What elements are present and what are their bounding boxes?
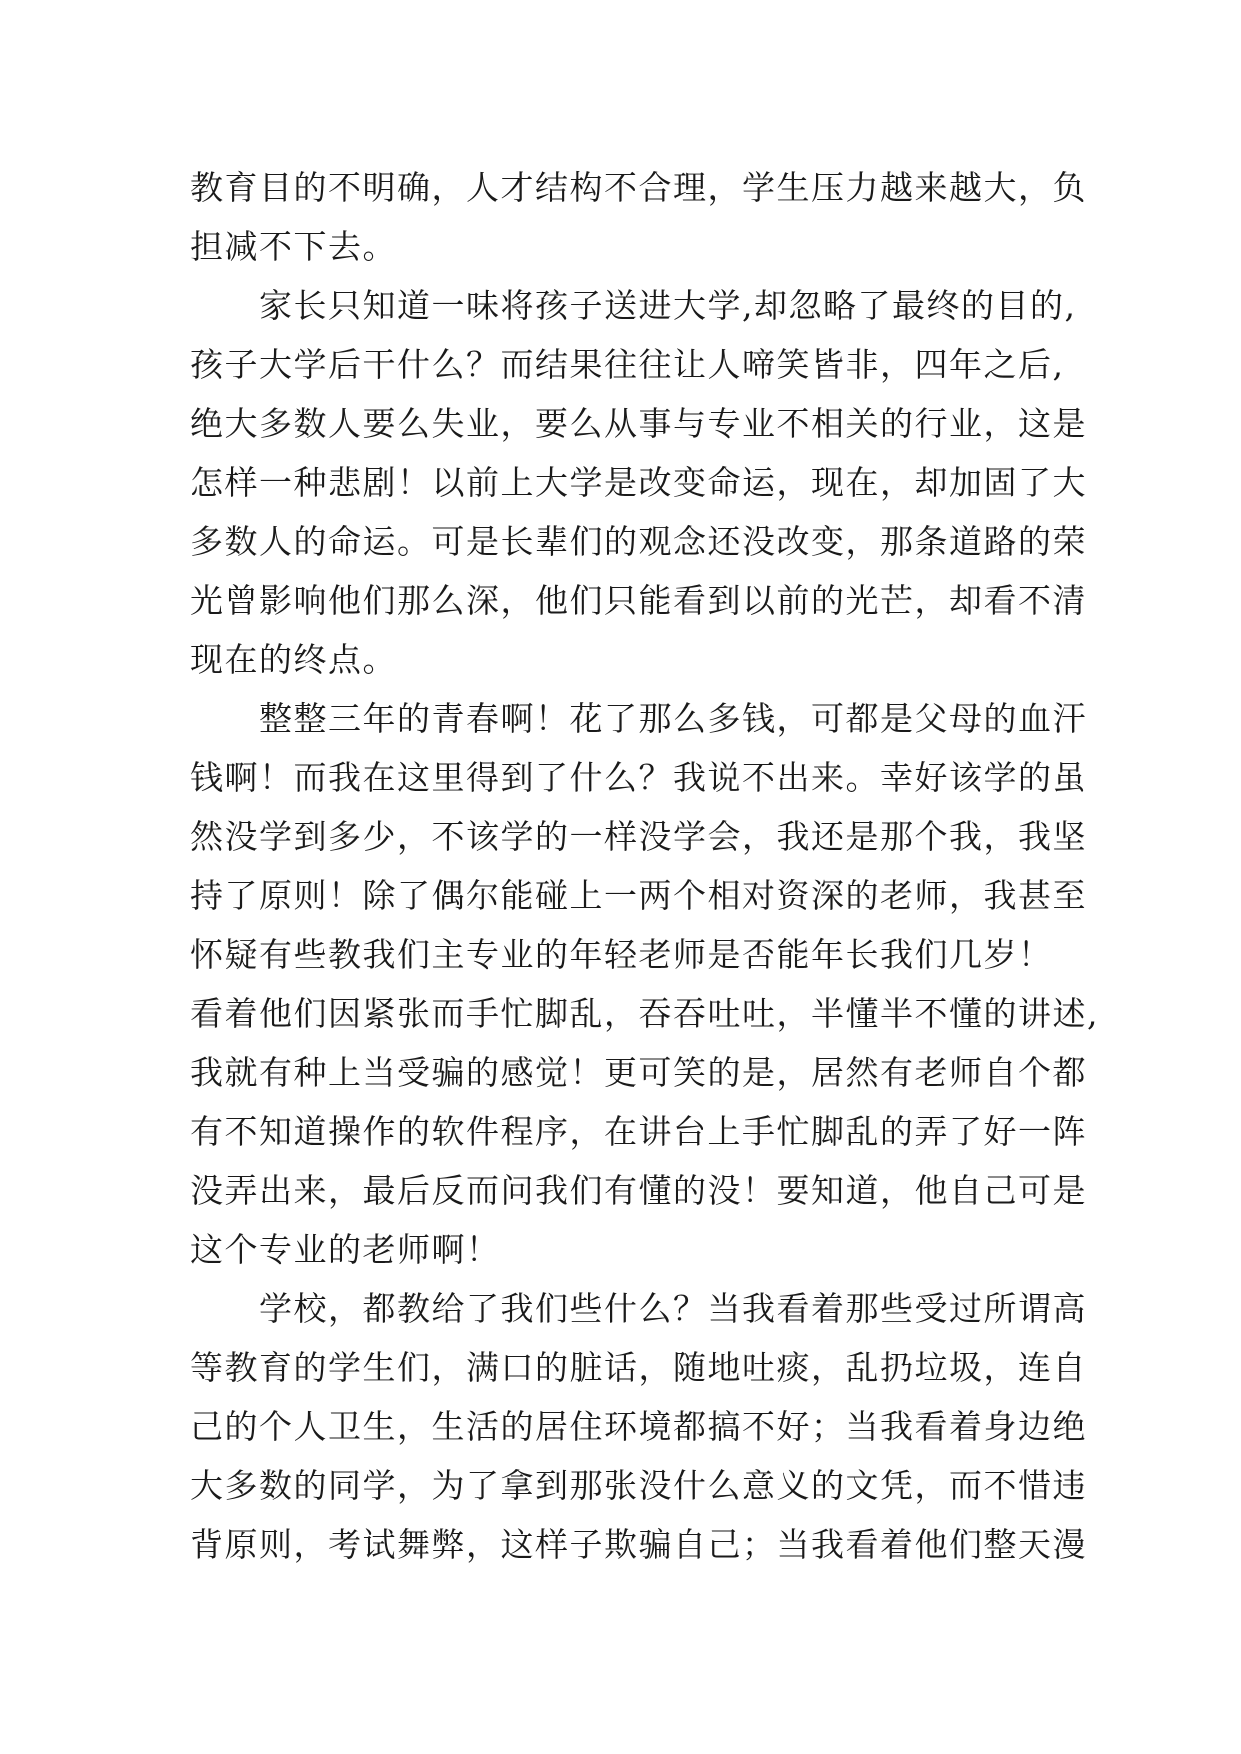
text-line: 现在的终点。: [190, 640, 397, 679]
text-line: 然没学到多少，不该学的一样没学会，我还是那个我，我坚: [190, 817, 1087, 856]
text-line: 家长只知道一味将孩子送进大学,却忽略了最终的目的,: [190, 286, 1077, 325]
text-line: 这个专业的老师啊！: [190, 1230, 501, 1269]
text-line: 怀疑有些教我们主专业的年轻老师是否能年长我们几岁！: [190, 935, 1053, 974]
text-line: 学校，都教给了我们些什么？当我看着那些受过所谓高: [190, 1289, 1087, 1328]
text-line: 大多数的同学，为了拿到那张没什么意义的文凭，而不惜违: [190, 1466, 1087, 1505]
text-line: 等教育的学生们，满口的脏话，随地吐痰，乱扔垃圾，连自: [190, 1348, 1087, 1387]
text-line: 绝大多数人要么失业，要么从事与专业不相关的行业，这是: [190, 404, 1087, 443]
text-line: 光曾影响他们那么深，他们只能看到以前的光芒，却看不清: [190, 581, 1087, 620]
text-line: 己的个人卫生，生活的居住环境都搞不好；当我看着身边绝: [190, 1407, 1087, 1446]
text-line: 我就有种上当受骗的感觉！更可笑的是，居然有老师自个都: [190, 1053, 1087, 1092]
text-line: 多数人的命运。可是长辈们的观念还没改变，那条道路的荣: [190, 522, 1087, 561]
text-line: 有不知道操作的软件程序，在讲台上手忙脚乱的弄了好一阵: [190, 1112, 1087, 1151]
text-line: 整整三年的青春啊！花了那么多钱，可都是父母的血汗: [190, 699, 1087, 738]
document-text-body: [190, 158, 1099, 1574]
text-line: 孩子大学后干什么？而结果往往让人啼笑皆非，四年之后,: [190, 345, 1065, 384]
text-line: 看着他们因紧张而手忙脚乱，吞吞吐吐，半懂半不懂的讲述,: [190, 994, 1099, 1033]
text-line: 背原则，考试舞弊，这样子欺骗自己；当我看着他们整天漫: [190, 1525, 1087, 1564]
text-line: 担减不下去。: [190, 227, 397, 266]
text-line: 没弄出来，最后反而问我们有懂的没！要知道，他自己可是: [190, 1171, 1087, 1210]
text-line: 钱啊！而我在这里得到了什么？我说不出来。幸好该学的虽: [190, 758, 1087, 797]
text-line: 教育目的不明确，人才结构不合理，学生压力越来越大，负: [190, 168, 1087, 207]
text-line: 持了原则！除了偶尔能碰上一两个相对资深的老师，我甚至: [190, 876, 1087, 915]
text-line: 怎样一种悲剧！以前上大学是改变命运，现在，却加固了大: [190, 463, 1087, 502]
